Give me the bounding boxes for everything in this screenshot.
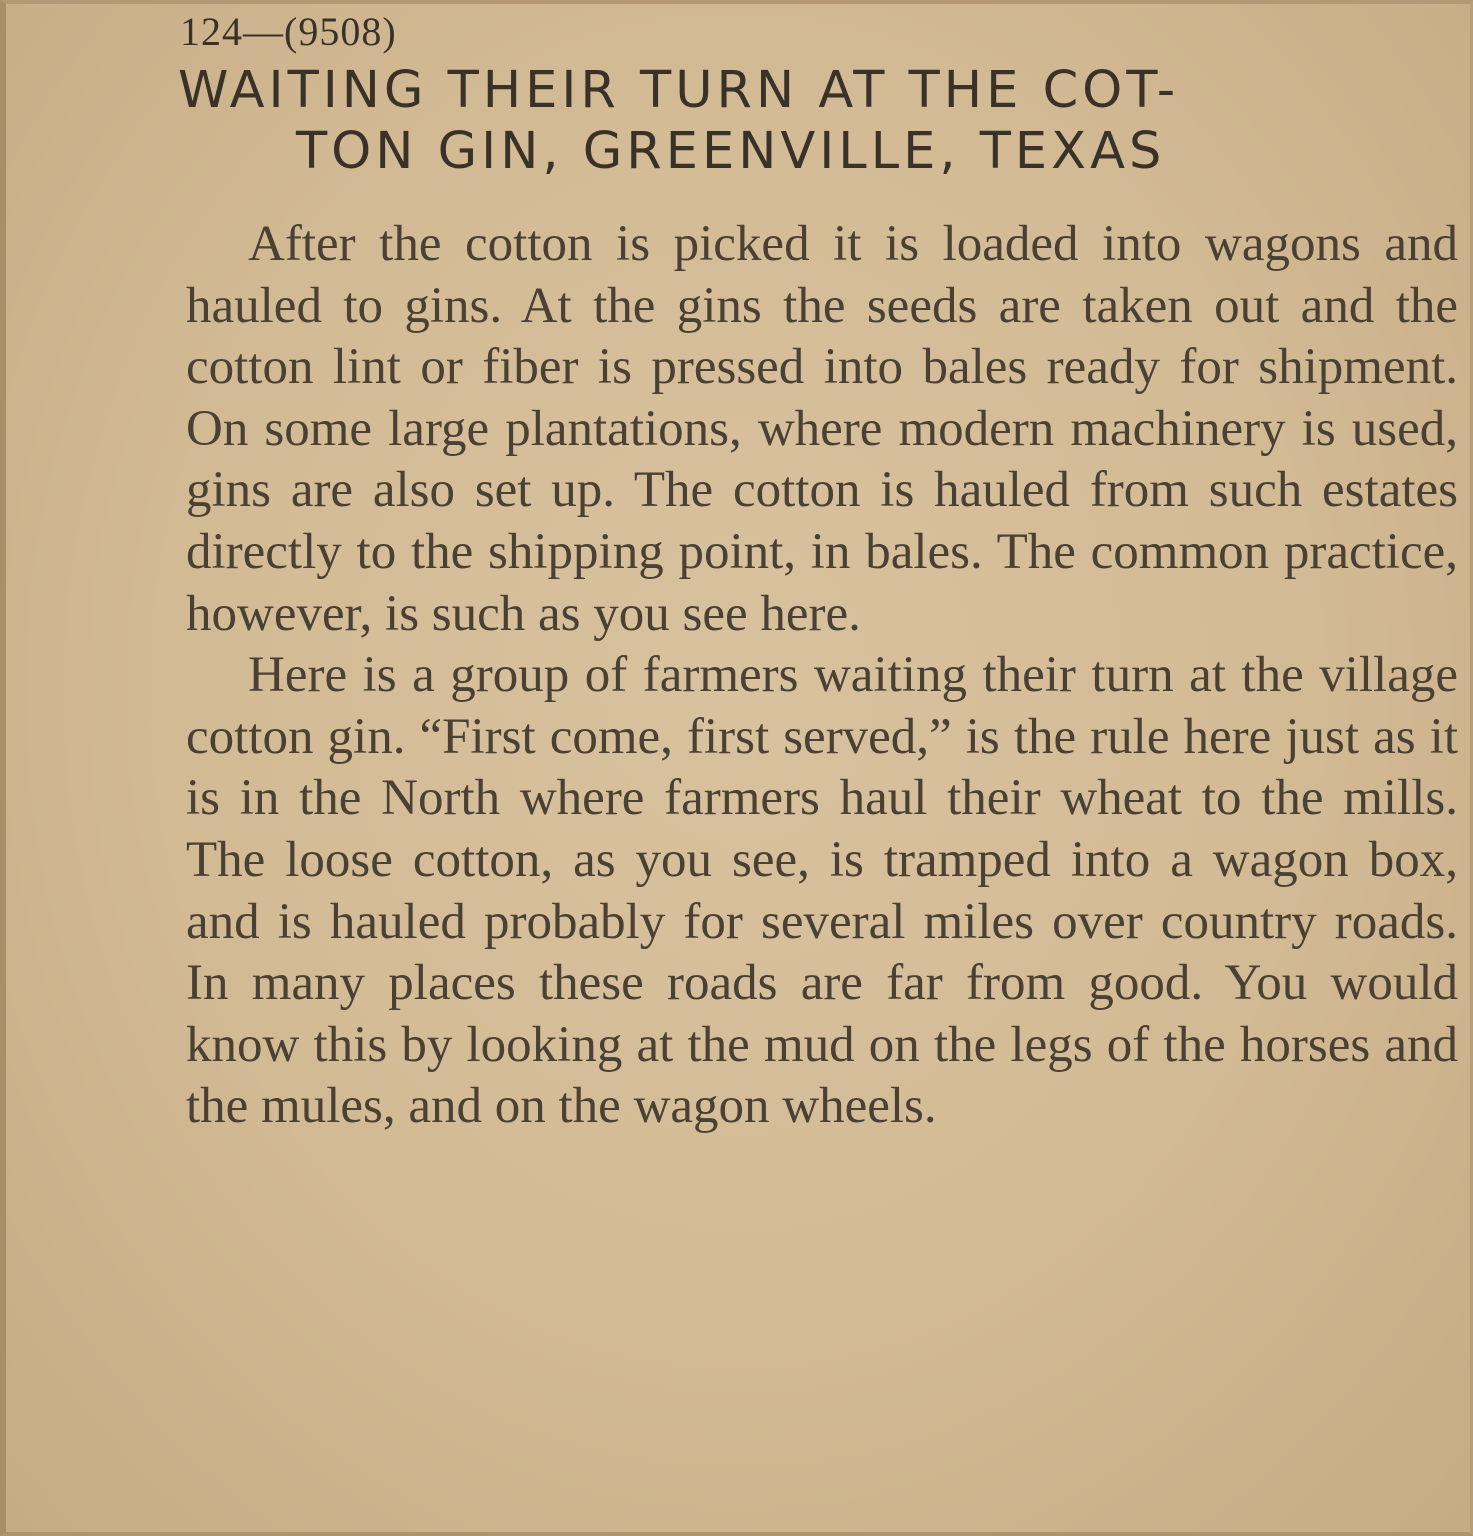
title-line-1: WAITING THEIR TURN AT THE COT- <box>178 61 1180 120</box>
title-line-2: TON GIN, GREENVILLE, TEXAS <box>296 122 1166 181</box>
paragraph-1: After the cotton is picked it is loaded into wagons and hauled to gins. At the gins the seeds are taken out and the cotton lint or fiber is pressed into bales ready for shipment. On some large plantations, where modern machinery is used, gins are also set up. The cotton is hauled from such estates directly to the shipping point, in bales. The common practice, however, is such as you see here. <box>186 216 1458 642</box>
catalog-number: 124—(9508) <box>180 9 397 54</box>
description-text <box>186 214 1458 1138</box>
paragraph-2: Here is a group of farmers waiting their turn at the village cotton gin. “First come, first served,” is the rule here just as it is in the North where farmers haul their wheat to the mills. The loose cotton, as you see, is tramped into a wagon box, and is hauled probably for several miles over country roads. In many places these roads are far from good. You would know this by looking at the mud on the legs of the horses and the mules, and on the wagon wheels. <box>186 647 1458 1135</box>
card-title <box>178 60 1448 182</box>
